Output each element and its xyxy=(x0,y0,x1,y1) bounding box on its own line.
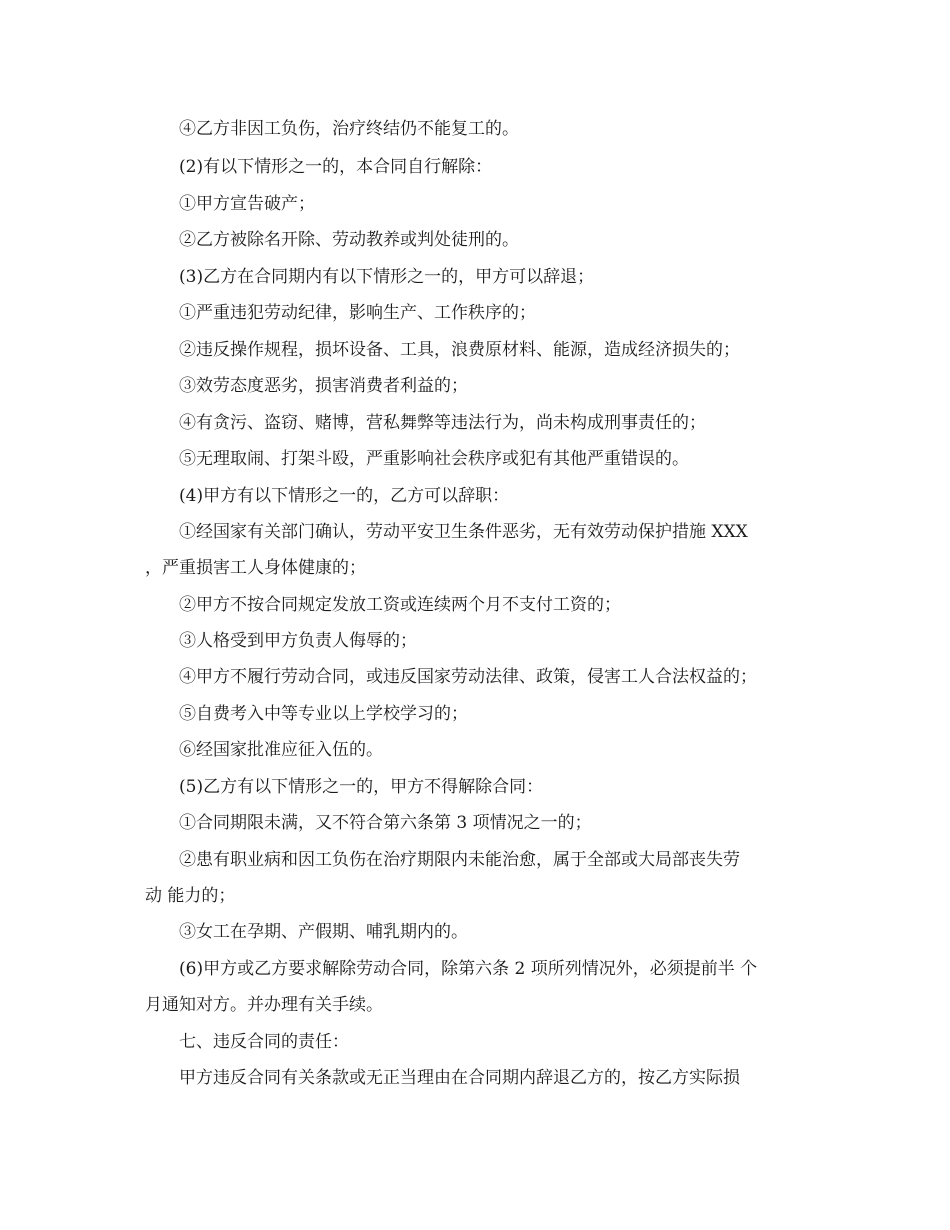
text-line: ③女工在孕期、产假期、哺乳期内的。 xyxy=(179,922,468,942)
text-line: 动 能力的； xyxy=(145,886,236,906)
text-line: ②患有职业病和因工负伤在治疗期限内未能治愈，属于全部或大局部丧失劳 xyxy=(179,850,740,870)
text-line: ①经国家有关部门确认，劳动平安卫生条件恶劣，无有效劳动保护措施 XXX xyxy=(179,522,748,542)
text-line: 甲方违反合同有关条款或无正当理由在合同期内辞退乙方的，按乙方实际损 xyxy=(179,1068,740,1088)
text-line: ，严重损害工人身体健康的； xyxy=(145,558,366,578)
text-line: ②违反操作规程，损坏设备、工具，浪费原材料、能源，造成经济损失的； xyxy=(179,340,740,360)
text-line: ⑤无理取闹、打架斗殴，严重影响社会秩序或犯有其他严重错误的。 xyxy=(179,449,689,469)
text-line: ③人格受到甲方负责人侮辱的； xyxy=(179,631,417,651)
text-line: (4)甲方有以下情形之一的，乙方可以辞职： xyxy=(179,486,510,506)
text-line: (2)有以下情形之一的，本合同自行解除： xyxy=(179,157,493,177)
text-line: ④乙方非因工负伤，治疗终结仍不能复工的。 xyxy=(179,119,519,139)
text-line: ⑥经国家批准应征入伍的。 xyxy=(179,740,383,760)
text-line: ①严重违犯劳动纪律，影响生产、工作秩序的； xyxy=(179,303,536,323)
text-line: ④甲方不履行劳动合同，或违反国家劳动法律、政策，侵害工人合法权益的； xyxy=(179,667,757,687)
text-line: ①合同期限未满，又不符合第六条第 3 项情况之一的； xyxy=(179,813,592,833)
text-line: (5)乙方有以下情形之一的，甲方不得解除合同： xyxy=(179,777,544,797)
text-line: ②甲方不按合同规定发放工资或连续两个月不支付工资的； xyxy=(179,595,621,615)
text-line: (6)甲方或乙方要求解除劳动合同，除第六条 2 项所列情况外，必须提前半 个 xyxy=(179,959,758,979)
text-line: ③效劳态度恶劣，损害消费者利益的； xyxy=(179,376,468,396)
text-line: ①甲方宣告破产； xyxy=(179,194,315,214)
text-line: ②乙方被除名开除、劳动教养或判处徒刑的。 xyxy=(179,230,519,250)
text-line: 七、违反合同的责任： xyxy=(179,1032,349,1052)
text-line: 月通知对方。并办理有关手续。 xyxy=(145,995,383,1015)
text-line: ④有贪污、盗窃、赌博，营私舞弊等违法行为，尚未构成刑事责任的； xyxy=(179,413,706,433)
text-line: (3)乙方在合同期内有以下情形之一的，甲方可以辞退； xyxy=(179,267,595,287)
text-line: ⑤自费考入中等专业以上学校学习的； xyxy=(179,704,468,724)
